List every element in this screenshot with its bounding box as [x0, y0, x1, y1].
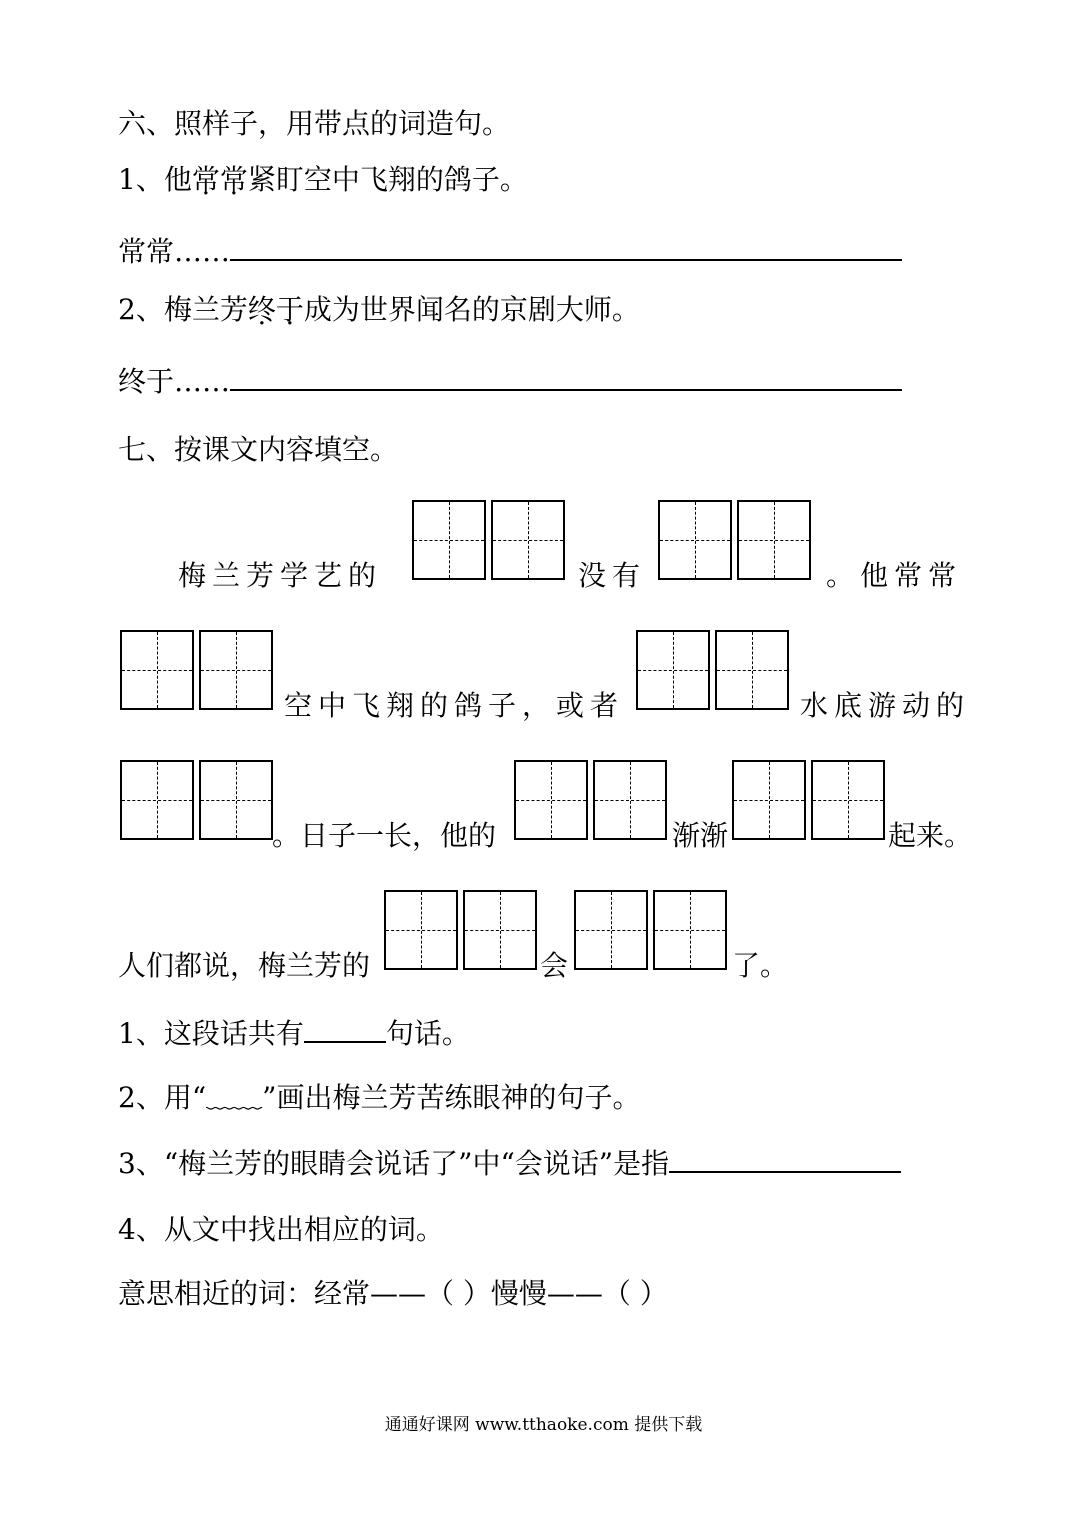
row1-text2: 没有 [578, 559, 647, 592]
question-3 [118, 1146, 901, 1182]
tianzige-box[interactable] [384, 890, 458, 970]
row4-text3: 了。 [732, 949, 789, 982]
item2-text-post: 成为世界闻名的京剧大师。 [303, 293, 640, 326]
row1-text3: 。他常常 [826, 559, 963, 592]
tianzige-box[interactable] [412, 500, 486, 580]
tianzige-box[interactable] [120, 760, 194, 840]
tianzige-box[interactable] [574, 890, 648, 970]
answer2-label: 终于…… [118, 365, 231, 398]
q3-blank[interactable] [669, 1149, 901, 1173]
section7-title: 七、按课文内容填空。 [118, 433, 399, 466]
tianzige-box[interactable] [199, 760, 273, 840]
row3-text1: 。日子一长，他的 [272, 819, 497, 852]
row3-text2: 渐渐 [672, 819, 729, 852]
dotted-char: 终 [247, 293, 276, 326]
item1-text-pre: 1、他 [118, 163, 192, 196]
q1-pre: 1、这段话共有 [118, 1017, 304, 1050]
row2-text2: 水底游动的 [800, 689, 971, 722]
tianzige-box[interactable] [463, 890, 537, 970]
answer1-label: 常常…… [118, 235, 231, 268]
row1-text1: 梅兰芳学艺的 [178, 559, 383, 592]
tianzige-box[interactable] [636, 630, 710, 710]
answer2-blank[interactable] [230, 367, 902, 391]
tianzige-box[interactable] [514, 760, 588, 840]
question-4-synonyms: 意思相近的词：经常——（ ）慢慢——（ ） [118, 1277, 668, 1310]
row4-text1: 人们都说，梅兰芳的 [118, 949, 371, 982]
item2-text-pre: 2、梅兰芳 [118, 293, 248, 326]
item1-text-post: 紧盯空中飞翔的鸽子。 [247, 163, 528, 196]
answer2-row [118, 364, 902, 400]
q1-blank[interactable] [304, 1019, 386, 1043]
tianzige-box[interactable] [653, 890, 727, 970]
tianzige-box[interactable] [737, 500, 811, 580]
tianzige-box[interactable] [715, 630, 789, 710]
question-4: 4、从文中找出相应的词。 [118, 1213, 444, 1246]
section6-item1 [118, 162, 528, 198]
tianzige-box[interactable] [120, 630, 194, 710]
tianzige-box[interactable] [491, 500, 565, 580]
dotted-char: 于 [275, 293, 304, 326]
tianzige-box[interactable] [593, 760, 667, 840]
section6-title: 六、照样子，用带点的词造句。 [118, 107, 511, 140]
question-2: 2、用“﹏﹏”画出梅兰芳苦练眼神的句子。 [118, 1081, 641, 1114]
answer1-blank[interactable] [230, 237, 902, 261]
row2-text1: 空中飞翔的鸽子，或者 [284, 689, 625, 722]
footer-text: 通通好课网 www.tthaoke.com 提供下载 [384, 1415, 703, 1435]
tianzige-box[interactable] [732, 760, 806, 840]
dotted-char: 常 [219, 163, 248, 196]
tianzige-box[interactable] [199, 630, 273, 710]
tianzige-box[interactable] [658, 500, 732, 580]
q1-post: 句话。 [385, 1017, 470, 1050]
question-1 [118, 1016, 470, 1052]
answer1-row [118, 234, 902, 270]
section6-item2 [118, 292, 640, 328]
row3-text3: 起来。 [888, 819, 973, 852]
tianzige-box[interactable] [811, 760, 885, 840]
row4-text2: 会 [540, 949, 569, 982]
q3-text: 3、“梅兰芳的眼睛会说话了”中“会说话”是指 [118, 1147, 670, 1180]
dotted-char: 常 [191, 163, 220, 196]
